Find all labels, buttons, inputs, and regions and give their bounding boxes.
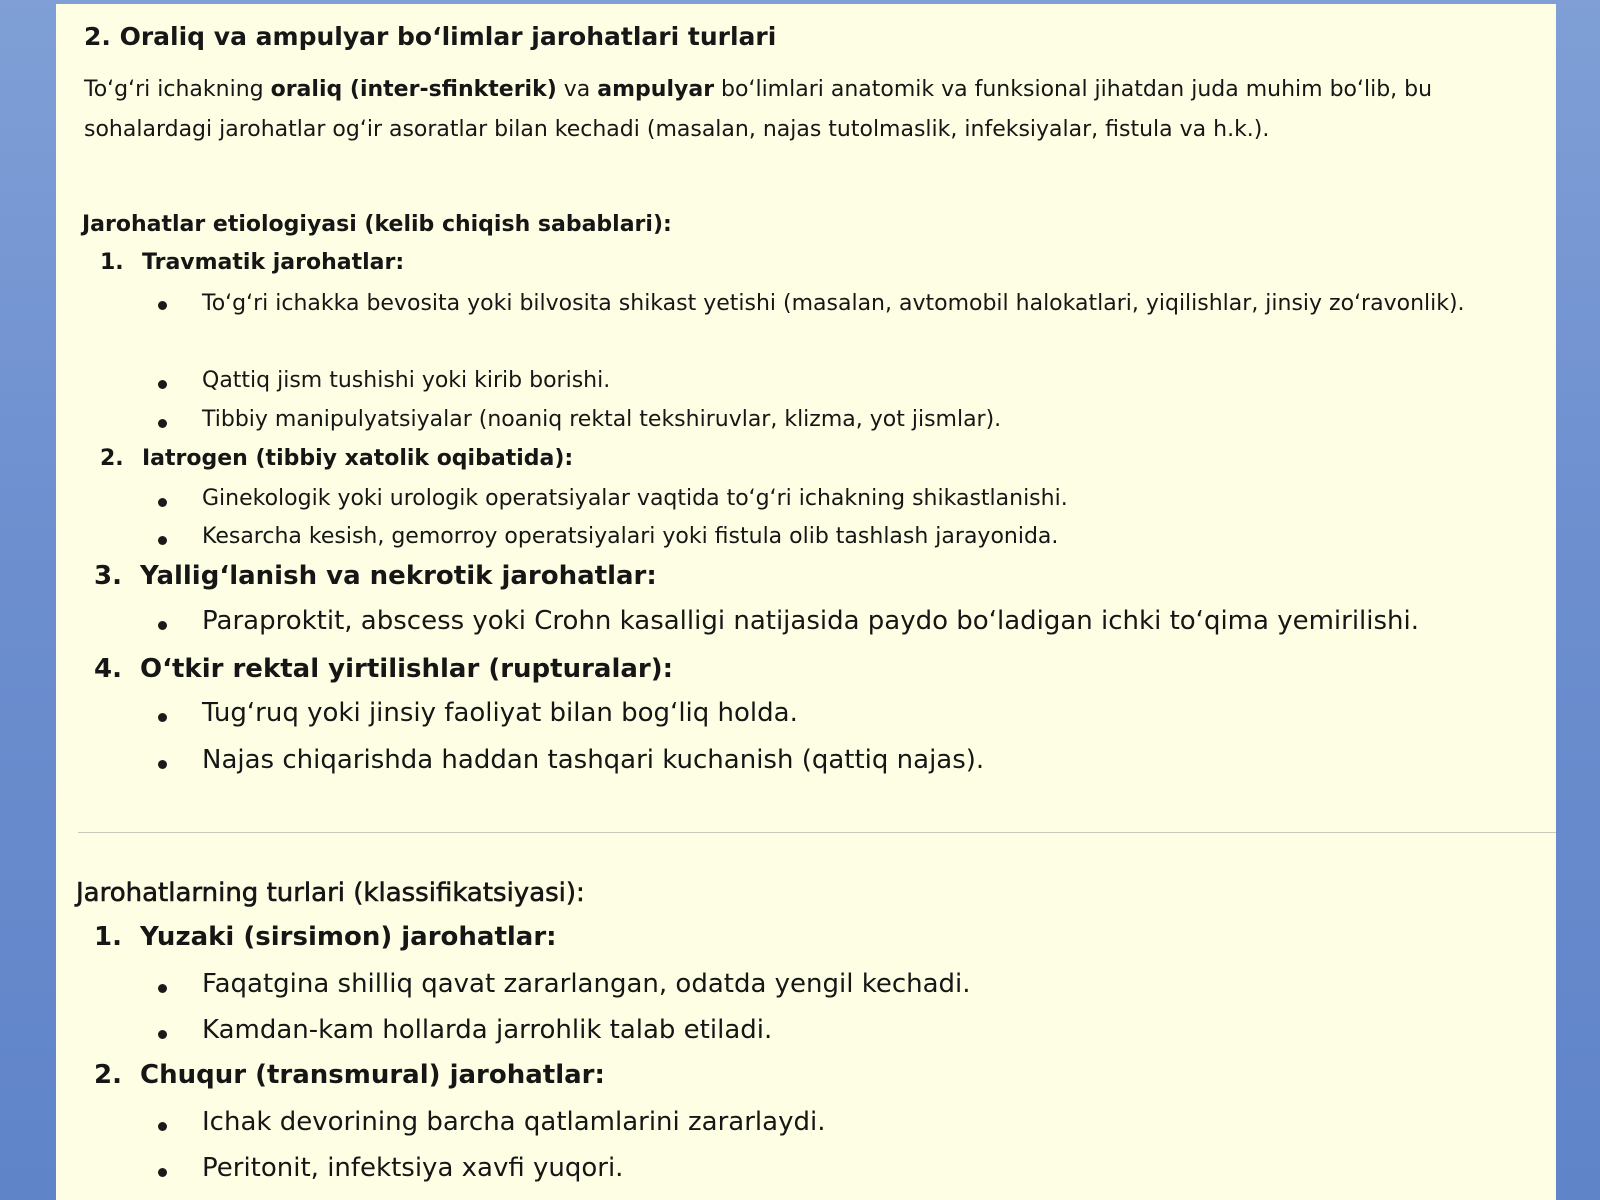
bullet-dot (158, 760, 167, 769)
intro-text-2: va (556, 77, 598, 102)
etiology-item-number: 1. (100, 250, 124, 275)
intro-bold-oraliq: oraliq (inter-sfinkterik) (270, 77, 557, 102)
etiology-heading: Jarohatlar etiologiyasi (kelib chiqish sabablari): (82, 212, 672, 237)
list-item: Kesarcha kesish, gemorroy operatsiyalari yoki fistula olib tashlash jarayonida. (202, 524, 1059, 549)
list-item: Ichak devorining barcha qatlamlarini zararlaydi. (202, 1107, 826, 1137)
document-page (56, 4, 1556, 1200)
classification-item-number: 1. (94, 922, 122, 952)
bullet-dot (158, 984, 167, 993)
list-item: Tug‘ruq yoki jinsiy faoliyat bilan bog‘liq holda. (202, 698, 798, 728)
list-item: Kamdan-kam hollarda jarrohlik talab etiladi. (202, 1015, 773, 1045)
list-item: Faqatgina shilliq qavat zararlangan, odatda yengil kechadi. (202, 969, 971, 999)
list-item: To‘g‘ri ichakka bevosita yoki bilvosita shikast yetishi (masalan, avtomobil halokatlari, yiqilishlar, jinsiy zo‘ravonlik). (202, 291, 1465, 316)
bullet-dot (158, 536, 167, 545)
classification-item-title: Chuqur (transmural) jarohatlar: (140, 1060, 605, 1090)
classification-item-title: Yuzaki (sirsimon) jarohatlar: (140, 922, 557, 952)
bullet-dot (158, 498, 167, 507)
etiology-item-title: O‘tkir rektal yirtilishlar (rupturalar): (140, 654, 674, 684)
bullet-dot (158, 380, 167, 389)
classification-heading: Jarohatlarning turlari (klassifikatsiyasi): (76, 878, 585, 908)
etiology-item-title: Iatrogen (tibbiy xatolik oqibatida): (142, 446, 574, 471)
list-item: Najas chiqarishda haddan tashqari kuchanish (qattiq najas). (202, 745, 985, 775)
bullet-dot (158, 713, 167, 722)
list-item: Qattiq jism tushishi yoki kirib borishi. (202, 368, 611, 393)
bullet-dot (158, 1030, 167, 1039)
list-item: Paraproktit, abscess yoki Crohn kasalligi natijasida paydo bo‘ladigan ichki to‘qima yemirilishi. (202, 606, 1419, 636)
list-item: Peritonit, infektsiya xavfi yuqori. (202, 1153, 624, 1183)
etiology-item-number: 2. (100, 446, 124, 471)
intro-paragraph (84, 70, 1524, 150)
etiology-item-title: Yallig‘lanish va nekrotik jarohatlar: (140, 561, 657, 591)
horizontal-divider (78, 832, 1556, 833)
section-title: 2. Oraliq va ampulyar bo‘limlar jarohatlari turlari (84, 22, 777, 51)
bullet-dot (158, 419, 167, 428)
intro-text-1: To‘g‘ri ichakning (84, 77, 271, 102)
etiology-item-title: Travmatik jarohatlar: (142, 250, 405, 275)
bullet-dot (158, 621, 167, 630)
classification-item-number: 2. (94, 1060, 122, 1090)
etiology-item-number: 3. (94, 561, 122, 591)
list-item: Ginekologik yoki urologik operatsiyalar vaqtida to‘g‘ri ichakning shikastlanishi. (202, 486, 1068, 511)
bullet-dot (158, 1122, 167, 1131)
list-item: Tibbiy manipulyatsiyalar (noaniq rektal tekshiruvlar, klizma, yot jismlar). (202, 407, 1002, 432)
etiology-item-number: 4. (94, 654, 122, 684)
bullet-dot (158, 301, 167, 310)
intro-text-3: bo‘limlari anatomik va funksional jihatdan juda muhim bo‘lib, bu sohalardagi jarohatlar og‘ir asoratlar bilan kechadi (masalan, najas tutolmaslik, infeksiyalar, fistula va h.k.). (84, 77, 1433, 142)
intro-bold-ampulyar: ampulyar (597, 77, 715, 102)
bullet-dot (158, 1168, 167, 1177)
